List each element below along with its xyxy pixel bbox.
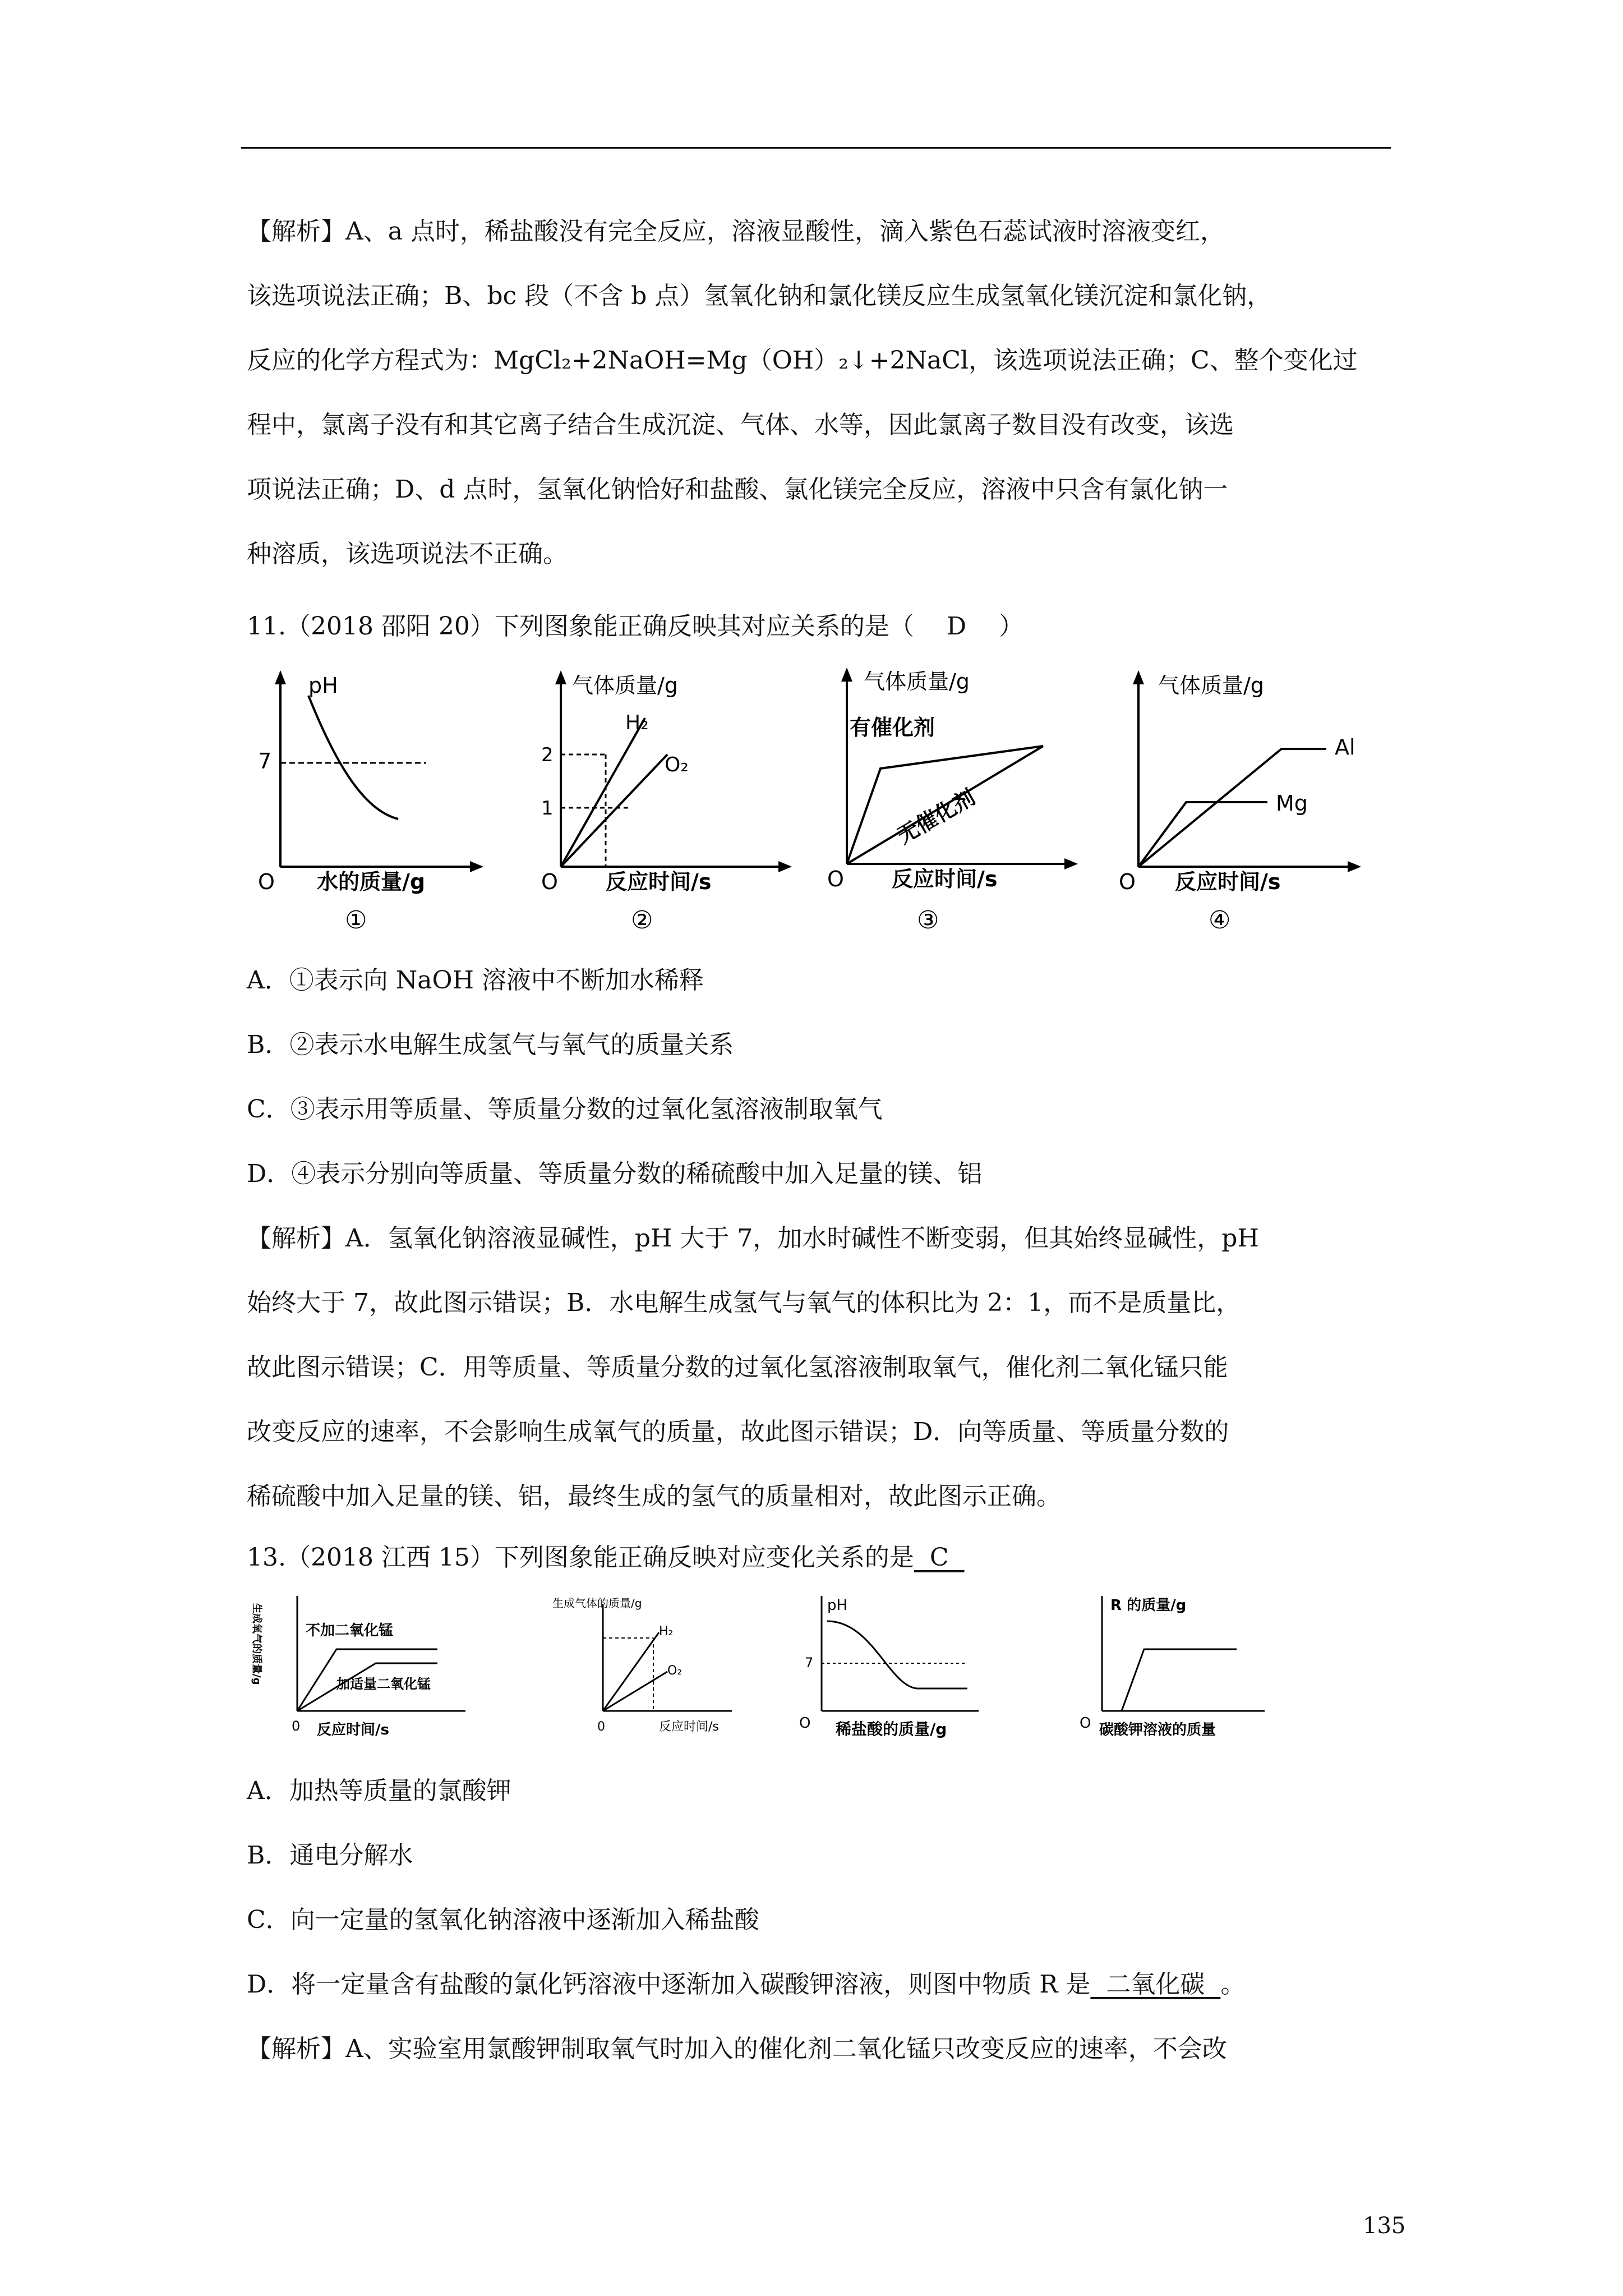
origin-label: O	[1119, 869, 1136, 894]
series-label: H₂	[625, 711, 649, 734]
page-number: 135	[1363, 2213, 1406, 2239]
q13-graph-b	[552, 1588, 737, 1741]
x-axis-label: 稀盐酸的质量/g	[836, 1720, 947, 1738]
y-axis-label: 气体质量/g	[864, 669, 970, 694]
q11-graph-4	[1113, 665, 1388, 942]
q11-graph-3	[819, 662, 1088, 942]
y-axis-label: 气体质量/g	[572, 673, 678, 698]
y-axis-label: R 的质量/g	[1110, 1597, 1187, 1614]
text-line: 改变反应的速率，不会影响生成氧气的质量，故此图示错误；D．向等质量、等质量分数的	[247, 1418, 1229, 1446]
x-axis-label: 反应时间/s	[892, 867, 998, 891]
analysis-previous	[247, 199, 1391, 586]
q13-graph-c	[799, 1588, 990, 1741]
series-label: H₂	[659, 1625, 674, 1639]
y-axis-label: 气体质量/g	[1158, 673, 1264, 698]
option-c: C．③表示用等质量、等质量分数的过氧化氢溶液制取氧气	[247, 1095, 883, 1124]
graph-number: ①	[345, 906, 367, 935]
text-line: 稀硫酸中加入足量的镁、铝，最终生成的氢气的质量相对，故此图示正确。	[247, 1482, 1061, 1511]
series-label: O₂	[665, 753, 689, 776]
series-label: 无催化剂	[893, 784, 980, 849]
option-d-text: D．将一定量含有盐酸的氯化钙溶液中逐渐加入碳酸钾溶液，则图中物质 R 是	[247, 1970, 1091, 1999]
tick-label: 7	[258, 749, 272, 774]
text-line: 反应的化学方程式为：MgCl₂+2NaOH=Mg（OH）₂↓+2NaCl，该选项说法正确；C、整个变化过	[247, 346, 1358, 375]
tick-label: 1	[541, 797, 554, 820]
graph-number: ④	[1209, 906, 1231, 935]
option-b: B．②表示水电解生成氢气与氧气的质量关系	[247, 1030, 734, 1059]
series-label: Al	[1335, 735, 1355, 760]
option-d	[247, 1952, 1391, 2017]
text-line: 故此图示错误；C．用等质量、等质量分数的过氧化氢溶液制取氧气，催化剂二氧化锰只能	[247, 1353, 1228, 1382]
text-line: 项说法正确；D、d 点时，氢氧化钠恰好和盐酸、氯化镁完全反应，溶液中只含有氯化钠一	[247, 475, 1228, 504]
q11-graph-2	[538, 665, 796, 942]
x-axis-label: 水的质量/g	[317, 869, 426, 894]
graph-number: ③	[917, 906, 939, 935]
q11-stem: 11.（2018 邵阳 20）下列图象能正确反映其对应关系的是（ D ）	[247, 612, 1024, 641]
origin-label: O	[258, 869, 275, 894]
option-d-suffix: 。	[1220, 1970, 1246, 1999]
q13-graph-a	[252, 1588, 488, 1741]
y-axis-label: pH	[308, 673, 338, 698]
origin-label: O	[799, 1715, 811, 1732]
origin-label: O	[827, 867, 844, 891]
x-axis-label: 碳酸钾溶液的质量	[1099, 1722, 1216, 1738]
origin-label: O	[1080, 1715, 1091, 1732]
text-line: 程中，氯离子没有和其它离子结合生成沉淀、气体、水等，因此氯离子数目没有改变，该选	[247, 411, 1234, 439]
x-axis-label: 反应时间/s	[317, 1722, 389, 1738]
x-axis-label: 反应时间/s	[1175, 869, 1281, 894]
series-label: O₂	[667, 1664, 683, 1678]
text-line: 【解析】A、a 点时，稀盐酸没有完全反应，溶液显酸性，滴入紫色石蕊试液时溶液变红，	[247, 217, 1225, 246]
y-axis-label: 生成氧气的质量/g	[251, 1603, 262, 1685]
option-c: C．向一定量的氢氧化钠溶液中逐渐加入稀盐酸	[247, 1906, 759, 1934]
header-rule	[241, 147, 1391, 149]
origin-label: 0	[597, 1720, 605, 1734]
x-axis-label: 反应时间/s	[659, 1720, 719, 1734]
text-line: 【解析】A、实验室用氯酸钾制取氧气时加入的催化剂二氧化锰只改变反应的速率，不会改	[247, 2035, 1227, 2063]
y-axis-label: 生成气体的质量/g	[552, 1596, 642, 1610]
graph-number: ②	[631, 906, 653, 935]
origin-label: O	[541, 869, 558, 894]
option-d-answer: 二氧化碳	[1090, 1970, 1221, 1999]
option-b: B．通电分解水	[247, 1841, 413, 1870]
x-axis-label: 反应时间/s	[606, 869, 712, 894]
series-label: 加适量二氧化锰	[336, 1676, 431, 1692]
series-label: 不加二氧化锰	[306, 1622, 394, 1639]
tick-label: 2	[541, 744, 554, 766]
q11-graph-1	[252, 665, 488, 942]
series-label: 有催化剂	[850, 715, 935, 740]
q13-stem-text: 13.（2018 江西 15）下列图象能正确反映对应变化关系的是	[247, 1543, 914, 1572]
text-line: 种溶质，该选项说法不正确。	[247, 540, 568, 568]
series-label: Mg	[1276, 791, 1308, 816]
option-d: D．④表示分别向等质量、等质量分数的稀硫酸中加入足量的镁、铝	[247, 1159, 983, 1188]
text-line: 【解析】A．氢氧化钠溶液显碱性，pH 大于 7，加水时碱性不断变弱，但其始终显碱性，pH	[247, 1224, 1259, 1253]
q13-options	[247, 1759, 1391, 2081]
option-a: A．①表示向 NaOH 溶液中不断加水稀释	[247, 966, 704, 995]
q13-stem	[247, 1537, 965, 1573]
tick-label: 7	[805, 1655, 814, 1671]
text-line: 该选项说法正确；B、bc 段（不含 b 点）氢氧化钠和氯化镁反应生成氢氧化镁沉淀和氯化钠，	[247, 282, 1272, 310]
q13-graph-d	[1057, 1588, 1276, 1741]
q11-options	[247, 948, 1391, 1529]
text-line: 始终大于 7，故此图示错误；B．水电解生成氢气与氧气的体积比为 2：1，而不是质量比，	[247, 1289, 1241, 1317]
q13-answer: C	[914, 1543, 965, 1572]
origin-label: 0	[292, 1718, 301, 1734]
y-axis-label: pH	[827, 1597, 848, 1614]
option-a: A．加热等质量的氯酸钾	[247, 1777, 511, 1805]
